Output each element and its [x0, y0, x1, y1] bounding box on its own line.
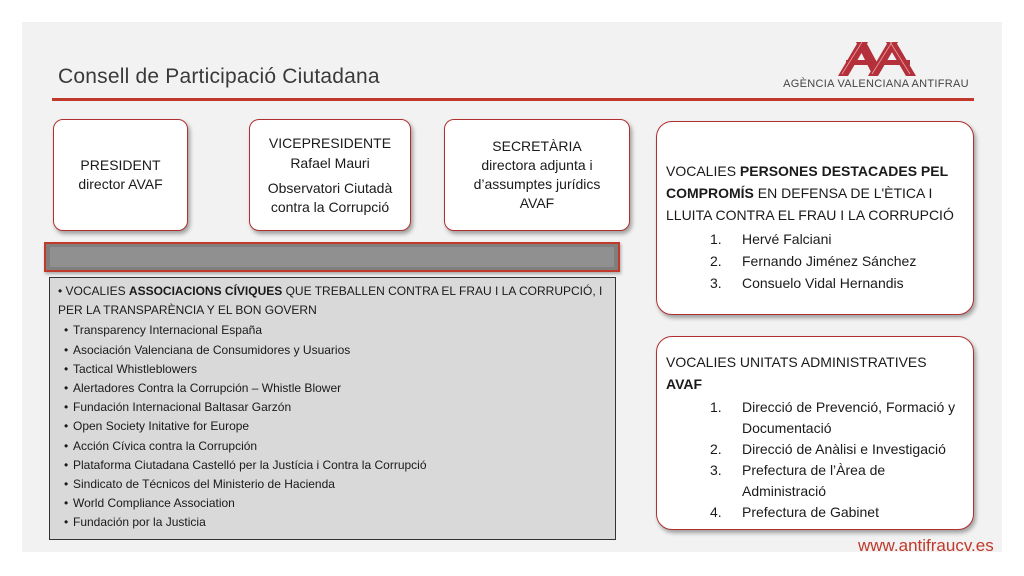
secretaria-role: SECRETÀRIA: [492, 138, 582, 154]
list-item: [666, 397, 965, 439]
secretaria-name: directora adjunta i d’assumptes jurídics AVAF: [473, 157, 601, 211]
secretaria-box: [444, 119, 630, 231]
list-text: Direcció de Prevenció, Formació y Documentació: [742, 399, 956, 436]
agency-logo: [776, 40, 976, 96]
title-divider: [52, 98, 974, 101]
list-item: [666, 228, 965, 250]
page-title: Consell de Participació Ciutadana: [58, 65, 380, 88]
president-name: director AVAF: [78, 176, 163, 192]
list-item: [666, 272, 965, 294]
list-number: 3.: [710, 462, 722, 478]
list-item: • Fundación Internacional Baltasar Garzón: [64, 398, 615, 417]
list-item: • Acción Cívica contra la Corrupción: [64, 437, 615, 456]
list-item: [666, 502, 965, 523]
unitats-prefix: VOCALIES UNITATS ADMINISTRATIVES: [666, 354, 927, 370]
list-text: Direcció de Anàlisi e Investigació: [742, 441, 946, 457]
list-text: Fernando Jiménez Sánchez: [742, 253, 917, 269]
civic-prefix: VOCALIES: [65, 284, 129, 298]
list-item: • Alertadores Contra la Corrupción – Whistle Blower: [64, 379, 615, 398]
civic-suffix: QUE TREBALLEN CONTRA EL FRAU I LA CORRUPCIÓ, I PER LA TRANSPARÈNCIA Y EL BON GOVERN: [58, 284, 603, 318]
civic-associations-box: [49, 277, 616, 540]
agency-logo-icon: [776, 40, 976, 80]
vicepresident-box: [249, 119, 411, 231]
list-item: [666, 439, 965, 460]
list-item: • Tactical Whistleblowers: [64, 360, 615, 379]
civic-highlight: ASSOCIACIONS CÍVIQUES: [128, 284, 283, 298]
list-text: Hervé Falciani: [742, 231, 832, 247]
list-number: 2.: [710, 441, 722, 457]
unitats-administratives-box: [656, 336, 974, 530]
list-item: • Fundación por la Justicia: [64, 513, 615, 532]
unitats-highlight: AVAF: [666, 376, 703, 392]
list-number: 3.: [710, 275, 722, 291]
list-number: 2.: [710, 253, 722, 269]
persones-highlight: PERSONES DESTACADES PEL COMPROMÍS: [666, 163, 948, 201]
list-number: 1.: [710, 231, 722, 247]
list-text: Prefectura de l’Àrea de Administració: [742, 462, 886, 499]
list-item: • Sindicato de Técnicos del Ministerio de Hacienda: [64, 475, 615, 494]
list-text: Consuelo Vidal Hernandis: [742, 275, 904, 291]
persones-list: [666, 228, 965, 294]
list-item: • Transparency Internacional España: [64, 321, 615, 340]
vicepresident-role: VICEPRESIDENTE: [268, 134, 392, 151]
list-number: 4.: [710, 504, 722, 520]
list-item: • Asociación Valenciana de Consumidores y Usuarios: [64, 341, 615, 360]
list-item: [666, 460, 965, 502]
list-item: • Open Society Initative for Europe: [64, 417, 615, 436]
list-item: [666, 250, 965, 272]
persones-destacades-box: [656, 121, 974, 315]
vicepresident-name: Rafael Mauri: [290, 154, 370, 171]
list-item: • Plataforma Ciutadana Castelló per la Justícia i Contra la Corrupció: [64, 456, 615, 475]
list-item: • World Compliance Association: [64, 494, 615, 513]
president-box: [53, 119, 188, 231]
vicepresident-org: Observatori Ciutadà contra la Corrupció: [267, 179, 393, 215]
list-text: Prefectura de Gabinet: [742, 504, 879, 520]
agency-logo-text: AGÈNCIA VALENCIANA ANTIFRAU: [783, 78, 969, 90]
civic-list: [64, 321, 615, 532]
footer-url[interactable]: www.antifraucv.es: [858, 536, 994, 555]
unitats-heading: [666, 351, 965, 395]
persones-suffix: EN DEFENSA DE L'ÈTICA I LLUITA CONTRA EL FRAU I LA CORRUPCIÓ: [666, 185, 954, 223]
president-role: PRESIDENT: [80, 157, 161, 173]
persones-prefix: VOCALIES: [666, 163, 740, 179]
unitats-list: [666, 397, 965, 523]
persones-heading: [666, 160, 965, 226]
list-number: 1.: [710, 399, 722, 415]
section-header-bar: [44, 242, 620, 272]
civic-heading: • VOCALIES ASSOCIACIONS CÍVIQUES QUE TREBALLEN CONTRA EL FRAU I LA CORRUPCIÓ, I PER LA TRANSPARÈNCIA Y EL BON GOVERN: [58, 284, 603, 318]
